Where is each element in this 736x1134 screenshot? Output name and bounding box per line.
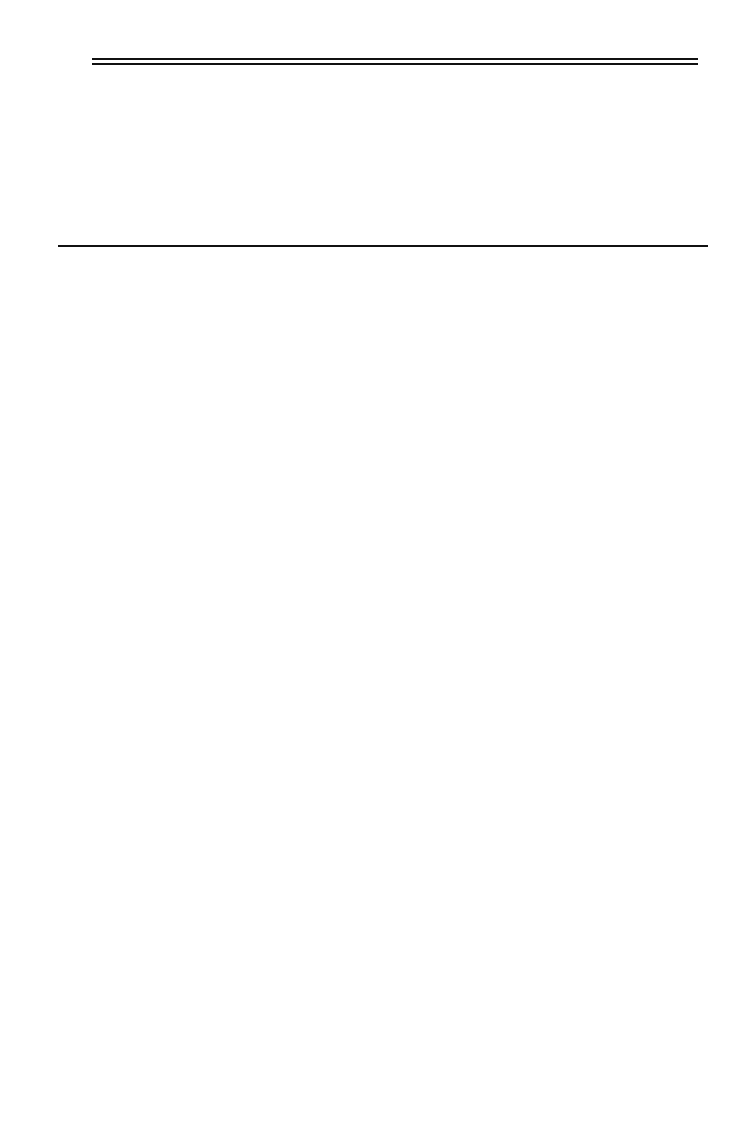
title-rule xyxy=(58,245,708,247)
body-text xyxy=(34,254,710,1124)
page-header xyxy=(58,48,698,72)
header-rule xyxy=(92,58,698,60)
header-rule xyxy=(92,63,698,65)
